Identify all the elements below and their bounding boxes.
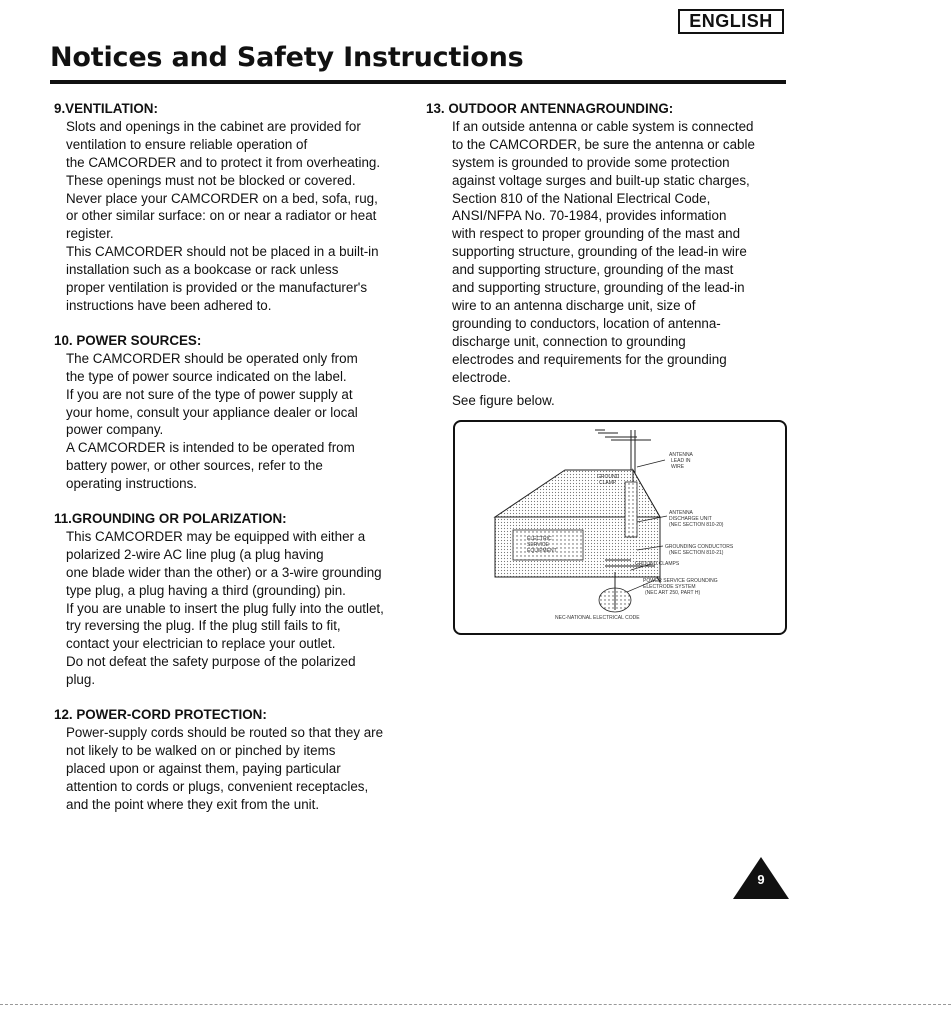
text-line: Never place your CAMCORDER on a bed, sofa, rug, [66, 190, 378, 206]
text-line: Section 810 of the National Electrical Code, [452, 190, 711, 206]
section-heading: 13. OUTDOOR ANTENNAGROUNDING: [426, 101, 674, 116]
section-body [54, 724, 414, 814]
text-line: Do not defeat the safety purpose of the polarized [66, 654, 356, 670]
text-line: proper ventilation is provided or the manufacturer's [66, 280, 368, 296]
label-power-service: POWER SERVICE GROUNDING [643, 578, 718, 584]
text-line: against voltage surges and built-up static charges, [452, 172, 750, 188]
section-body [426, 118, 788, 387]
label-lead-in: LEAD IN [671, 458, 691, 464]
text-line: A CAMCORDER is intended to be operated from [66, 440, 355, 456]
text-line: plug. [66, 672, 96, 688]
text-line: If you are not sure of the type of power supply at [66, 386, 353, 402]
text-line: These openings must not be blocked or covered. [66, 172, 356, 188]
text-line: wire to an antenna discharge unit, size of [452, 297, 696, 313]
text-line: electrode. [452, 369, 511, 385]
label-antenna: ANTENNA [669, 452, 693, 458]
label-electrode-nec: (NEC ART 250, PART H) [645, 590, 701, 596]
text-line: and supporting structure, grounding of the lead-in [452, 280, 745, 296]
text-line: placed upon or against them, paying particular [66, 760, 341, 776]
section-power-sources [54, 332, 414, 493]
text-line: grounding to conductors, location of antenna- [452, 315, 721, 331]
page-title: Notices and Safety Instructions [50, 42, 524, 73]
text-line: This CAMCORDER may be equipped with either a [66, 528, 366, 544]
text-line: battery power, or other sources, refer to the [66, 458, 323, 474]
text-line: ANSI/NFPA No. 70-1984, provides information [452, 208, 727, 224]
text-line: supporting structure, grounding of the lead-in wire [452, 244, 747, 260]
label-service: SERVICE [527, 542, 549, 548]
section-power-cord [54, 706, 414, 813]
text-line: try reversing the plug. If the plug still fails to fit, [66, 618, 341, 634]
text-line: and supporting structure, grounding of the mast [452, 262, 734, 278]
left-column [54, 100, 414, 831]
text-line: and the point where they exit from the unit. [66, 796, 320, 812]
section-heading: 10. POWER SOURCES: [54, 332, 202, 348]
ground-electrode-icon [599, 572, 631, 612]
text-line: Slots and openings in the cabinet are provided for [66, 118, 361, 134]
page-number: 9 [757, 872, 765, 887]
text-line: type plug, a plug having a third (grounding) pin. [66, 582, 346, 598]
text-line: not likely to be walked on or pinched by items [66, 742, 336, 758]
text-line: discharge unit, connection to grounding [452, 333, 686, 349]
section-body [54, 118, 414, 315]
section-ventilation [54, 100, 414, 315]
label-discharge-nec: (NEC SECTION 810-20) [669, 522, 724, 528]
label-discharge-unit: DISCHARGE UNIT [669, 516, 712, 522]
text-line: polarized 2-wire AC line plug (a plug having [66, 546, 324, 562]
section-heading: 9.VENTILATION: [54, 101, 158, 116]
text-line: the type of power source indicated on the label. [66, 368, 347, 384]
text-line: operating instructions. [66, 476, 198, 492]
label-wire: WIRE [671, 464, 685, 470]
text-line: The CAMCORDER should be operated only from [66, 350, 358, 366]
text-line: ventilation to ensure reliable operation of [66, 136, 308, 152]
label-grounding-conductors: GROUNDING CONDUCTORS [665, 544, 734, 550]
section-outdoor-antenna [426, 100, 788, 409]
antenna-grounding-figure [453, 420, 787, 635]
text-line: If an outside antenna or cable system is connected [452, 118, 754, 134]
text-line: to the CAMCORDER, be sure the antenna or cable [452, 136, 755, 152]
label-nec: NEC-NATIONAL ELECTRICAL CODE [555, 615, 640, 621]
text-line: Power-supply cords should be routed so that they are [66, 725, 384, 740]
antenna-grounding-diagram [455, 422, 785, 633]
text-line: instructions have been adhered to. [66, 297, 272, 313]
text-line: one blade wider than the other) or a 3-wire grounding [66, 564, 382, 580]
section-heading: 12. POWER-CORD PROTECTION: [54, 707, 267, 723]
text-line: register. [66, 226, 114, 242]
section-grounding [54, 510, 414, 689]
text-line: your home, consult your appliance dealer or local [66, 404, 358, 420]
section-body [54, 528, 414, 689]
text-line: with respect to proper grounding of the mast and [452, 226, 741, 242]
title-divider [50, 80, 786, 84]
label-electrode-system: ELECTRODE SYSTEM [643, 584, 696, 590]
language-badge: ENGLISH [678, 9, 784, 34]
text-line: installation such as a bookcase or rack unless [66, 262, 339, 278]
text-line: the CAMCORDER and to protect it from overheating. [66, 154, 381, 170]
text-line: power company. [66, 422, 164, 438]
label-electric: ELECTRIC [527, 536, 552, 542]
label-ground: GROUND [597, 474, 620, 480]
section-body [54, 350, 414, 493]
text-line: attention to cords or plugs, convenient receptacles, [66, 778, 369, 794]
see-figure-note: See figure below. [452, 392, 555, 408]
label-clamp: CLAMP [599, 480, 617, 486]
text-line: electrodes and requirements for the grounding [452, 351, 727, 367]
label-discharge-antenna: ANTENNA [669, 510, 693, 516]
text-line: This CAMCORDER should not be placed in a built-in [66, 244, 379, 260]
text-line: or other similar surface: on or near a radiator or heat [66, 208, 377, 224]
label-grounding-nec: (NEC SECTION 810-21) [669, 550, 724, 556]
section-heading: 11.GROUNDING OR POLARIZATION: [54, 511, 287, 527]
label-ground-clamps: GROUND CLAMPS [635, 561, 680, 567]
label-equipment: EQUIPMENT [527, 548, 557, 554]
footer-divider [0, 1004, 951, 1006]
text-line: system is grounded to provide some protection [452, 154, 730, 170]
right-column [426, 100, 788, 426]
text-line: contact your electrician to replace your outlet. [66, 636, 336, 652]
text-line: If you are unable to insert the plug fully into the outlet, [66, 600, 384, 616]
